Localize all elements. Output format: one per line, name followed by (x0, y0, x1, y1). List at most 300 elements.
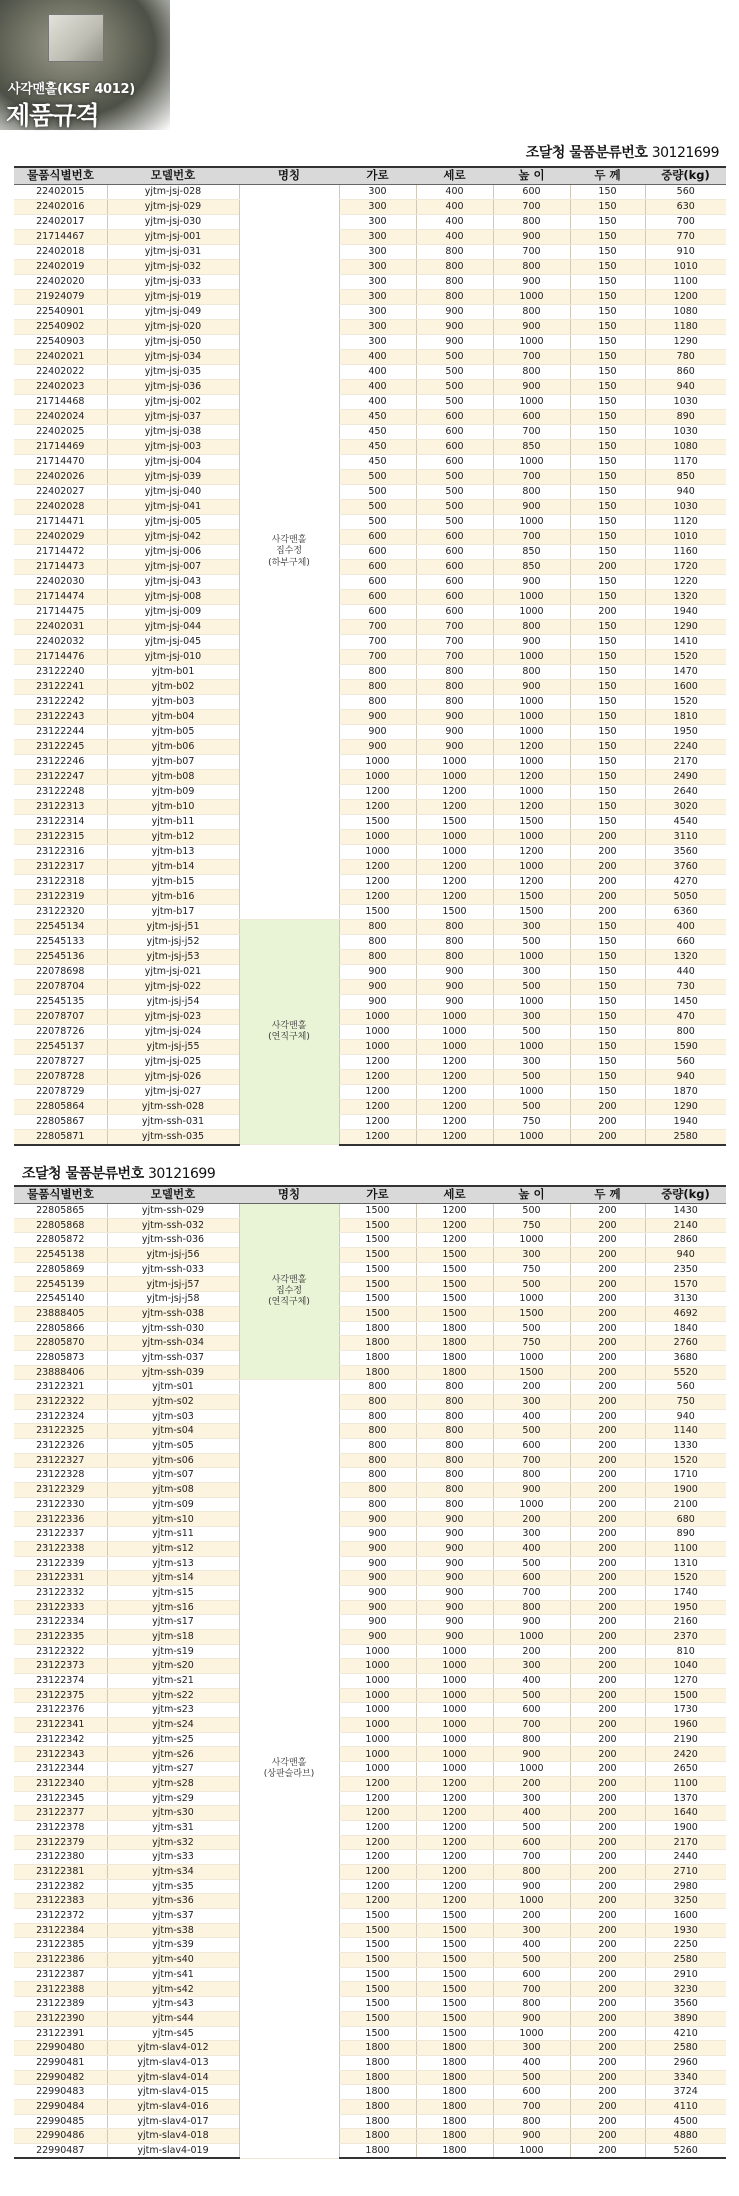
cell-width: 1200 (339, 890, 416, 905)
cell-model: yjtm-b11 (107, 815, 239, 830)
cell-model: yjtm-jsj-002 (107, 395, 239, 410)
cell-model: yjtm-jsj-033 (107, 275, 239, 290)
cell-model: yjtm-jsj-026 (107, 1070, 239, 1085)
cell-thickness: 150 (570, 260, 645, 275)
cell-model: yjtm-s21 (107, 1674, 239, 1689)
cell-height: 700 (493, 245, 570, 260)
cell-weight: 1270 (645, 1674, 726, 1689)
cell-thickness: 200 (570, 1394, 645, 1409)
cell-depth: 900 (416, 320, 493, 335)
cell-depth: 1000 (416, 1718, 493, 1733)
cell-id: 23122340 (14, 1776, 107, 1791)
table-row (14, 290, 726, 305)
cell-height: 1000 (493, 725, 570, 740)
cell-model: yjtm-slav4-018 (107, 2129, 239, 2144)
table-row (14, 1409, 726, 1424)
cell-thickness: 200 (570, 1453, 645, 1468)
cell-id: 23122321 (14, 1380, 107, 1395)
cell-weight: 1030 (645, 500, 726, 515)
cell-thickness: 200 (570, 1967, 645, 1982)
cell-weight: 1960 (645, 1718, 726, 1733)
cell-height: 700 (493, 1982, 570, 1997)
cell-thickness: 200 (570, 2085, 645, 2100)
cell-id: 23122389 (14, 1997, 107, 2012)
cell-weight: 1140 (645, 1424, 726, 1439)
cell-id: 21924079 (14, 290, 107, 305)
cell-thickness: 150 (570, 710, 645, 725)
cell-depth: 400 (416, 215, 493, 230)
cell-weight: 1810 (645, 710, 726, 725)
cell-model: yjtm-b05 (107, 725, 239, 740)
cell-thickness: 200 (570, 1321, 645, 1336)
cell-id: 22402028 (14, 500, 107, 515)
cell-weight: 1010 (645, 530, 726, 545)
cell-model: yjtm-b03 (107, 695, 239, 710)
table-row (14, 2085, 726, 2100)
cell-width: 1000 (339, 1010, 416, 1025)
cell-depth: 1200 (416, 1204, 493, 1219)
cell-height: 1000 (493, 860, 570, 875)
cell-model: yjtm-jsj-j52 (107, 935, 239, 950)
cell-width: 800 (339, 1380, 416, 1395)
cell-thickness: 200 (570, 1703, 645, 1718)
section2-title: 조달청 물품분류번호 (22, 1166, 144, 1182)
cell-id: 23122344 (14, 1762, 107, 1777)
cell-height: 800 (493, 365, 570, 380)
cell-model: yjtm-jsj-008 (107, 590, 239, 605)
cell-id: 23122345 (14, 1791, 107, 1806)
cell-thickness: 200 (570, 1497, 645, 1512)
table-row (14, 1336, 726, 1351)
cell-weight: 940 (645, 485, 726, 500)
cell-width: 900 (339, 1527, 416, 1542)
cell-height: 500 (493, 1025, 570, 1040)
cell-height: 700 (493, 200, 570, 215)
table-row (14, 365, 726, 380)
cell-thickness: 150 (570, 815, 645, 830)
cell-thickness: 150 (570, 515, 645, 530)
cell-depth: 800 (416, 695, 493, 710)
product-name-line: 사각맨홀 (271, 1274, 307, 1285)
cell-depth: 900 (416, 1541, 493, 1556)
cell-weight: 4210 (645, 2026, 726, 2041)
cell-width: 1200 (339, 1791, 416, 1806)
cell-height: 300 (493, 1394, 570, 1409)
cell-model: yjtm-s10 (107, 1512, 239, 1527)
cell-id: 22545140 (14, 1292, 107, 1307)
cell-model: yjtm-jsj-038 (107, 425, 239, 440)
cell-depth: 1000 (416, 1732, 493, 1747)
column-header: 높 이 (493, 1186, 570, 1204)
cell-height: 800 (493, 2114, 570, 2129)
cell-height: 500 (493, 1204, 570, 1219)
cell-weight: 730 (645, 980, 726, 995)
cell-id: 21714470 (14, 455, 107, 470)
cell-id: 23122376 (14, 1703, 107, 1718)
table-row (14, 980, 726, 995)
cell-depth: 1200 (416, 1806, 493, 1821)
cell-thickness: 200 (570, 1747, 645, 1762)
cell-depth: 900 (416, 1527, 493, 1542)
table-row (14, 1512, 726, 1527)
cell-width: 1500 (339, 1204, 416, 1219)
cell-width: 900 (339, 1600, 416, 1615)
table-row (14, 2055, 726, 2070)
table-row (14, 1762, 726, 1777)
cell-weight: 560 (645, 185, 726, 200)
cell-id: 23122329 (14, 1483, 107, 1498)
cell-height: 600 (493, 185, 570, 200)
table-row (14, 1953, 726, 1968)
cell-height: 900 (493, 1747, 570, 1762)
cell-weight: 1040 (645, 1659, 726, 1674)
cell-weight: 1290 (645, 1100, 726, 1115)
cell-width: 450 (339, 425, 416, 440)
cell-model: yjtm-s37 (107, 1909, 239, 1924)
cell-id: 22545137 (14, 1040, 107, 1055)
table-row (14, 845, 726, 860)
cell-id: 22402030 (14, 575, 107, 590)
cell-weight: 940 (645, 1409, 726, 1424)
cell-width: 900 (339, 725, 416, 740)
cell-width: 1500 (339, 1262, 416, 1277)
table-row (14, 1497, 726, 1512)
cell-model: yjtm-ssh-029 (107, 1204, 239, 1219)
cell-model: yjtm-jsj-j51 (107, 920, 239, 935)
cell-height: 700 (493, 2099, 570, 2114)
table-row (14, 815, 726, 830)
table-row (14, 1541, 726, 1556)
cell-depth: 1000 (416, 1040, 493, 1055)
cell-width: 400 (339, 395, 416, 410)
table-row (14, 1130, 726, 1145)
cell-thickness: 150 (570, 320, 645, 335)
cell-width: 800 (339, 1453, 416, 1468)
cell-weight: 1950 (645, 1600, 726, 1615)
table-row (14, 680, 726, 695)
cell-thickness: 150 (570, 920, 645, 935)
cell-id: 23122243 (14, 710, 107, 725)
cell-id: 22402016 (14, 200, 107, 215)
cell-height: 500 (493, 1953, 570, 1968)
cell-depth: 800 (416, 680, 493, 695)
cell-height: 500 (493, 1556, 570, 1571)
cell-model: yjtm-ssh-032 (107, 1218, 239, 1233)
cell-id: 22545133 (14, 935, 107, 950)
cell-width: 1200 (339, 860, 416, 875)
cell-id: 22402027 (14, 485, 107, 500)
cell-depth: 1500 (416, 1953, 493, 1968)
cell-depth: 1500 (416, 2026, 493, 2041)
cell-weight: 1290 (645, 335, 726, 350)
cell-thickness: 200 (570, 1659, 645, 1674)
cell-height: 850 (493, 440, 570, 455)
cell-id: 23122342 (14, 1732, 107, 1747)
table-row (14, 1732, 726, 1747)
cell-thickness: 200 (570, 1115, 645, 1130)
table-row (14, 1468, 726, 1483)
cell-model: yjtm-b08 (107, 770, 239, 785)
cell-width: 300 (339, 200, 416, 215)
cell-id: 23122339 (14, 1556, 107, 1571)
cell-width: 1500 (339, 1233, 416, 1248)
cell-model: yjtm-s08 (107, 1483, 239, 1498)
cell-width: 1800 (339, 2144, 416, 2159)
cell-weight: 4270 (645, 875, 726, 890)
cell-height: 1000 (493, 590, 570, 605)
cell-height: 900 (493, 2011, 570, 2026)
cell-model: yjtm-ssh-038 (107, 1306, 239, 1321)
table-row (14, 1055, 726, 1070)
table-row (14, 1350, 726, 1365)
cell-thickness: 150 (570, 665, 645, 680)
table-row (14, 1791, 726, 1806)
cell-height: 800 (493, 1997, 570, 2012)
cell-width: 800 (339, 1394, 416, 1409)
cell-model: yjtm-ssh-031 (107, 1115, 239, 1130)
cell-id: 22990482 (14, 2070, 107, 2085)
cell-width: 1200 (339, 875, 416, 890)
section1-heading (526, 142, 719, 162)
cell-height: 600 (493, 2085, 570, 2100)
column-header: 가로 (339, 1186, 416, 1204)
table-row (14, 830, 726, 845)
spec-table-2 (14, 1185, 726, 2159)
cell-model: yjtm-s02 (107, 1394, 239, 1409)
cell-weight: 630 (645, 200, 726, 215)
cell-depth: 1200 (416, 1791, 493, 1806)
cell-model: yjtm-s06 (107, 1453, 239, 1468)
table-row (14, 1600, 726, 1615)
table-row (14, 185, 726, 200)
table-row (14, 965, 726, 980)
cell-id: 22805871 (14, 1130, 107, 1145)
cell-weight: 890 (645, 410, 726, 425)
cell-model: yjtm-ssh-034 (107, 1336, 239, 1351)
cell-thickness: 200 (570, 2144, 645, 2159)
cell-width: 300 (339, 230, 416, 245)
table-row (14, 1204, 726, 1219)
cell-depth: 800 (416, 260, 493, 275)
cell-width: 1000 (339, 1703, 416, 1718)
product-name-cell (239, 1204, 339, 1380)
cell-weight: 2160 (645, 1615, 726, 1630)
cell-height: 900 (493, 500, 570, 515)
cell-thickness: 200 (570, 1909, 645, 1924)
cell-id: 23122333 (14, 1600, 107, 1615)
cell-thickness: 200 (570, 2114, 645, 2129)
cell-depth: 1500 (416, 1262, 493, 1277)
cell-weight: 1330 (645, 1439, 726, 1454)
cell-width: 700 (339, 620, 416, 635)
cell-width: 400 (339, 350, 416, 365)
cell-model: yjtm-jsj-j55 (107, 1040, 239, 1055)
cell-height: 1000 (493, 605, 570, 620)
cell-depth: 600 (416, 410, 493, 425)
table-row (14, 2011, 726, 2026)
cell-width: 1000 (339, 1040, 416, 1055)
cell-depth: 800 (416, 245, 493, 260)
cell-id: 23122385 (14, 1938, 107, 1953)
cell-thickness: 150 (570, 215, 645, 230)
cell-model: yjtm-s43 (107, 1997, 239, 2012)
table-row (14, 215, 726, 230)
cell-id: 23122374 (14, 1674, 107, 1689)
cell-weight: 1500 (645, 1688, 726, 1703)
table-row (14, 545, 726, 560)
cell-weight: 660 (645, 935, 726, 950)
section1-code: 30121699 (651, 145, 719, 161)
cell-model: yjtm-s39 (107, 1938, 239, 1953)
cell-thickness: 150 (570, 200, 645, 215)
cell-depth: 1800 (416, 2085, 493, 2100)
cell-depth: 900 (416, 1585, 493, 1600)
cell-weight: 4880 (645, 2129, 726, 2144)
cell-thickness: 200 (570, 1350, 645, 1365)
cell-model: yjtm-jsj-037 (107, 410, 239, 425)
cell-weight: 3250 (645, 1894, 726, 1909)
cell-depth: 1500 (416, 1909, 493, 1924)
cell-id: 23122390 (14, 2011, 107, 2026)
column-header: 두 께 (570, 1186, 645, 1204)
cell-width: 300 (339, 290, 416, 305)
cell-depth: 900 (416, 965, 493, 980)
cell-id: 22078728 (14, 1070, 107, 1085)
cell-thickness: 200 (570, 1629, 645, 1644)
cell-model: yjtm-jsj-009 (107, 605, 239, 620)
cell-height: 1000 (493, 290, 570, 305)
cell-height: 1000 (493, 1292, 570, 1307)
cell-weight: 2100 (645, 1497, 726, 1512)
cell-height: 700 (493, 425, 570, 440)
cell-depth: 900 (416, 725, 493, 740)
cell-model: yjtm-s11 (107, 1527, 239, 1542)
cell-model: yjtm-s34 (107, 1864, 239, 1879)
section2-code: 30121699 (147, 1166, 216, 1182)
cell-width: 450 (339, 455, 416, 470)
cell-model: yjtm-s03 (107, 1409, 239, 1424)
table-row (14, 1321, 726, 1336)
cell-id: 23122332 (14, 1585, 107, 1600)
table-row (14, 950, 726, 965)
table-row (14, 875, 726, 890)
cell-id: 22402017 (14, 215, 107, 230)
cell-height: 1000 (493, 950, 570, 965)
cell-height: 900 (493, 575, 570, 590)
cell-depth: 800 (416, 290, 493, 305)
cell-depth: 600 (416, 425, 493, 440)
cell-weight: 1720 (645, 560, 726, 575)
cell-id: 22990483 (14, 2085, 107, 2100)
cell-id: 22805872 (14, 1233, 107, 1248)
cell-thickness: 200 (570, 1732, 645, 1747)
cell-id: 21714467 (14, 230, 107, 245)
cell-id: 22805869 (14, 1262, 107, 1277)
cell-id: 23122240 (14, 665, 107, 680)
cell-width: 1200 (339, 1055, 416, 1070)
cell-thickness: 200 (570, 905, 645, 920)
cell-model: yjtm-s19 (107, 1644, 239, 1659)
cell-depth: 800 (416, 1424, 493, 1439)
cell-thickness: 200 (570, 1718, 645, 1733)
cell-model: yjtm-jsj-032 (107, 260, 239, 275)
cell-id: 23122315 (14, 830, 107, 845)
cell-weight: 1840 (645, 1321, 726, 1336)
cell-depth: 1200 (416, 800, 493, 815)
cell-thickness: 200 (570, 1894, 645, 1909)
cell-height: 600 (493, 1703, 570, 1718)
cell-id: 21714471 (14, 515, 107, 530)
cell-model: yjtm-s18 (107, 1629, 239, 1644)
cell-height: 200 (493, 1776, 570, 1791)
cell-height: 750 (493, 1262, 570, 1277)
cell-id: 23122313 (14, 800, 107, 815)
cell-depth: 1000 (416, 1659, 493, 1674)
cell-height: 500 (493, 935, 570, 950)
column-header: 물품식별번호 (14, 1186, 107, 1204)
cell-width: 1800 (339, 1321, 416, 1336)
cell-weight: 1450 (645, 995, 726, 1010)
cell-id: 22402023 (14, 380, 107, 395)
cell-depth: 1000 (416, 1762, 493, 1777)
table-row (14, 770, 726, 785)
cell-model: yjtm-jsj-030 (107, 215, 239, 230)
cell-weight: 1010 (645, 260, 726, 275)
cell-height: 300 (493, 1791, 570, 1806)
cell-height: 200 (493, 1380, 570, 1395)
cell-id: 23122326 (14, 1439, 107, 1454)
cell-depth: 1200 (416, 1085, 493, 1100)
cell-thickness: 200 (570, 1850, 645, 1865)
cell-thickness: 150 (570, 575, 645, 590)
cell-width: 1200 (339, 1085, 416, 1100)
cell-weight: 3560 (645, 845, 726, 860)
cell-width: 600 (339, 530, 416, 545)
cell-weight: 1100 (645, 275, 726, 290)
table-row (14, 2144, 726, 2159)
cell-weight: 1120 (645, 515, 726, 530)
cell-thickness: 150 (570, 455, 645, 470)
cell-width: 800 (339, 950, 416, 965)
cell-depth: 1000 (416, 1747, 493, 1762)
cell-id: 23122245 (14, 740, 107, 755)
table-row (14, 1820, 726, 1835)
cell-thickness: 200 (570, 605, 645, 620)
cell-model: yjtm-s01 (107, 1380, 239, 1395)
cell-thickness: 200 (570, 1248, 645, 1263)
cell-thickness: 200 (570, 1835, 645, 1850)
cell-id: 22990480 (14, 2041, 107, 2056)
cell-weight: 1600 (645, 1909, 726, 1924)
cell-depth: 1500 (416, 1923, 493, 1938)
cell-id: 23122387 (14, 1967, 107, 1982)
cell-id: 21714474 (14, 590, 107, 605)
cell-model: yjtm-jsj-041 (107, 500, 239, 515)
cell-weight: 2580 (645, 2041, 726, 2056)
cell-depth: 600 (416, 545, 493, 560)
cell-model: yjtm-s04 (107, 1424, 239, 1439)
cell-depth: 600 (416, 440, 493, 455)
cell-thickness: 150 (570, 335, 645, 350)
cell-depth: 500 (416, 395, 493, 410)
cell-thickness: 200 (570, 1262, 645, 1277)
cell-thickness: 200 (570, 1218, 645, 1233)
cell-thickness: 200 (570, 1571, 645, 1586)
cell-width: 900 (339, 740, 416, 755)
cell-model: yjtm-s32 (107, 1835, 239, 1850)
cell-height: 1500 (493, 815, 570, 830)
cell-thickness: 150 (570, 950, 645, 965)
